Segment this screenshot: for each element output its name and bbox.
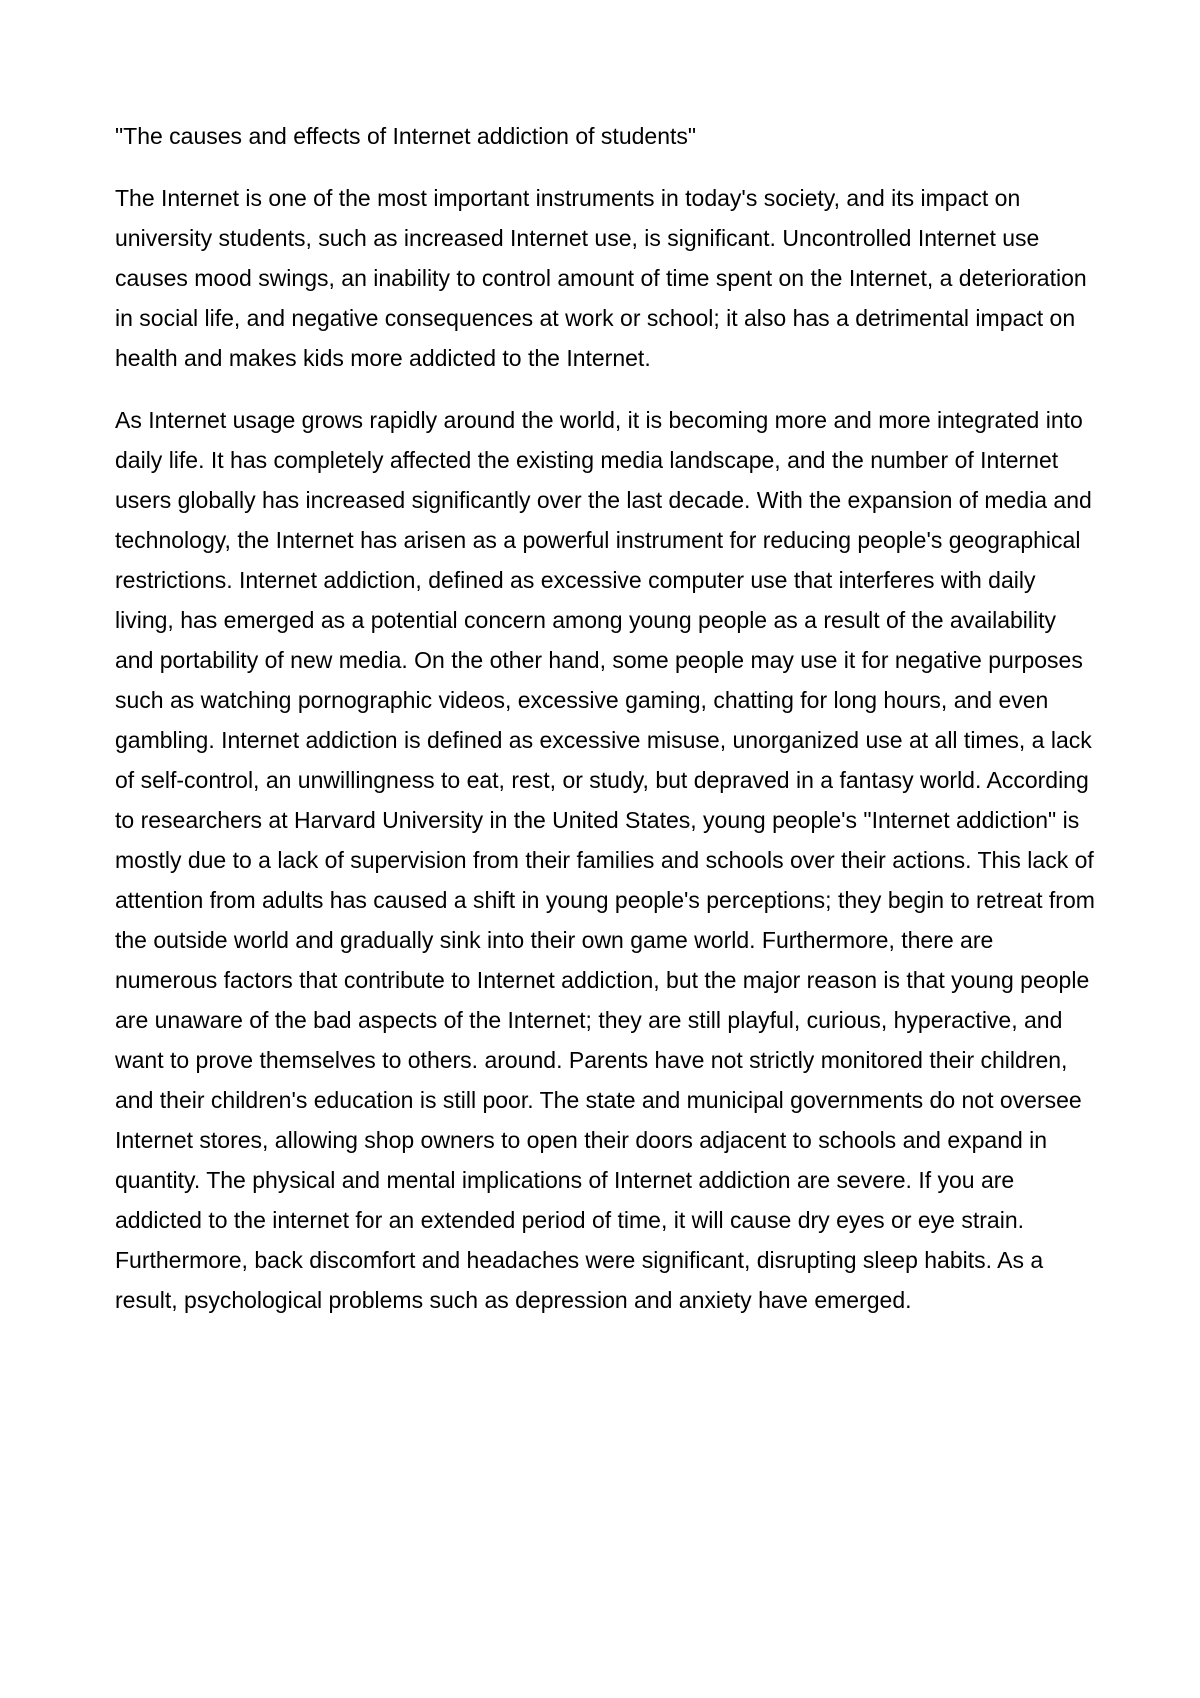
document-body <box>115 116 1095 1342</box>
document-title: "The causes and effects of Internet addiction of students" <box>115 123 697 149</box>
paragraph-1: The Internet is one of the most important instruments in today's society, and its impact on university students, such as increased Internet use, is significant. Uncontrolled Internet use causes mood swings, an inability to control amount of time spent on the Internet, a deterioration in social life, and negative consequences at work or school; it also has a detrimental impact on health and makes kids more addicted to the Internet. <box>115 185 1087 371</box>
paragraph-2: As Internet usage grows rapidly around the world, it is becoming more and more integrated into daily life. It has completely affected the existing media landscape, and the number of Internet users globally has increased significantly over the last decade. With the expansion of media and technology, the Internet has arisen as a powerful instrument for reducing people's geographical restrictions. Internet addiction, defined as excessive computer use that interferes with daily living, has emerged as a potential concern among young people as a result of the availability and portability of new media. On the other hand, some people may use it for negative purposes such as watching pornographic videos, excessive gaming, chatting for long hours, and even gambling. Internet addiction is defined as excessive misuse, unorganized use at all times, a lack of self-control, an unwillingness to eat, rest, or study, but depraved in a fantasy world. According to researchers at Harvard University in the United States, young people's "Internet addiction" is mostly due to a lack of supervision from their families and schools over their actions. This lack of attention from adults has caused a shift in young people's perceptions; they begin to retreat from the outside world and gradually sink into their own game world. Furthermore, there are numerous factors that contribute to Internet addiction, but the major reason is that young people are unaware of the bad aspects of the Internet; they are still playful, curious, hyperactive, and want to prove themselves to others. around. Parents have not strictly monitored their children, and their children's education is still poor. The state and municipal governments do not oversee Internet stores, allowing shop owners to open their doors adjacent to schools and expand in quantity. The physical and mental implications of Internet addiction are severe. If you are addicted to the internet for an extended period of time, it will cause dry eyes or eye strain. Furthermore, back discomfort and headaches were significant, disrupting sleep habits. As a result, psychological problems such as depression and anxiety have emerged. <box>115 407 1095 1313</box>
